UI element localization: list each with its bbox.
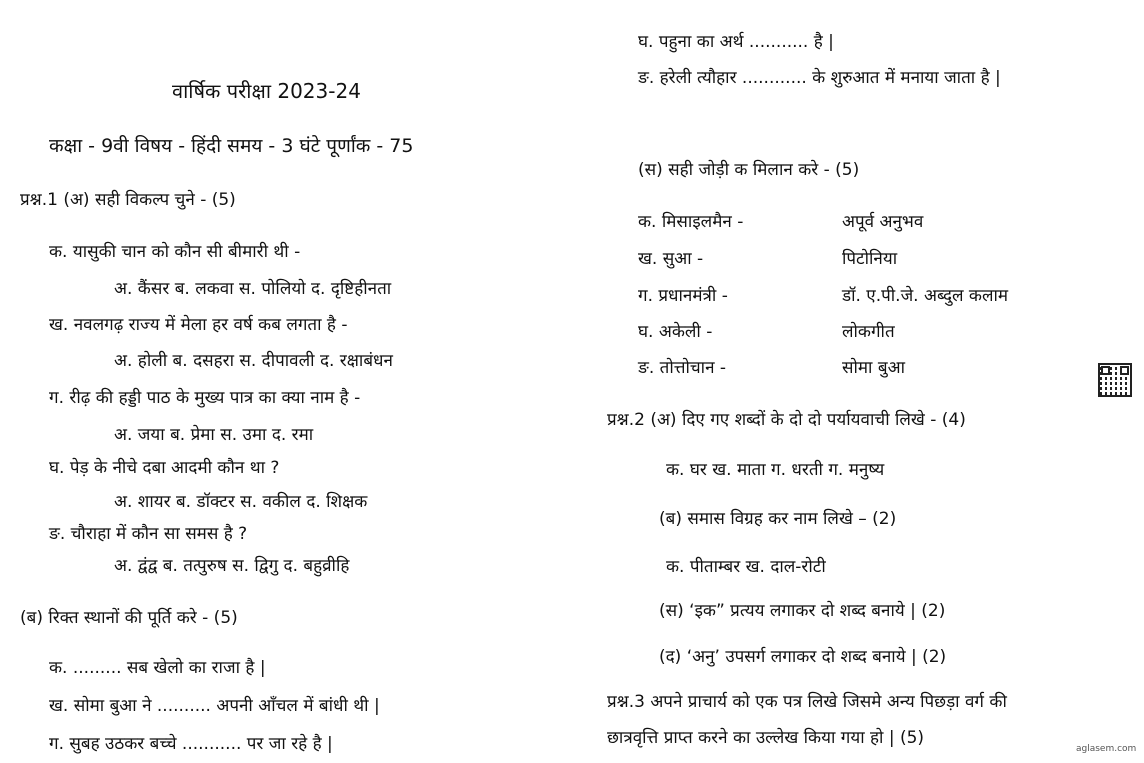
- q2a-heading: प्रश्न.2 (अ) दिए गए शब्दों के दो दो पर्यायवाची लिखे - (4): [607, 410, 966, 430]
- q3-line1: प्रश्न.3 अपने प्राचार्य को एक पत्र लिखे जिसमे अन्य पिछड़ा वर्ग की: [607, 692, 1007, 712]
- q1b-kh: ख. सोमा बुआ ने .......... अपनी आँचल में बांधी थी |: [49, 696, 380, 716]
- q1b-gh: घ. पहुना का अर्थ ........... है |: [638, 32, 834, 52]
- q2c-heading: (स) ‘इक” प्रत्यय लगाकर दो शब्द बनाये | (2): [659, 601, 946, 621]
- match-left-5: ङ. तोत्तोचान -: [638, 358, 727, 378]
- q1c-heading: (स) सही जोड़ी क मिलान करे - (5): [638, 160, 860, 180]
- match-right-3: डॉ. ए.पी.जे. अब्दुल कलाम: [842, 286, 1009, 306]
- qr-code-icon: [1098, 363, 1132, 397]
- q1a-g-options: अ. जया ब. प्रेमा स. उमा द. रमा: [114, 425, 314, 445]
- exam-subtitle: कक्षा - 9वी विषय - हिंदी समय - 3 घंटे पूर्णांक - 75: [49, 135, 414, 157]
- match-left-3: ग. प्रधानमंत्री -: [638, 286, 728, 306]
- q1a-kh-options: अ. होली ब. दसहरा स. दीपावली द. रक्षाबंधन: [114, 351, 393, 371]
- q2b-heading: (ब) समास विग्रह कर नाम लिखे – (2): [659, 509, 897, 529]
- q1a-n: ङ. चौराहा में कौन सा समस है ?: [49, 524, 248, 544]
- q1b-g: ग. सुबह उठकर बच्चे ........... पर जा रहे है |: [49, 734, 333, 754]
- q1b-k: क. ......... सब खेलो का राजा है |: [49, 658, 266, 678]
- q1b-heading: (ब) रिक्त स्थानों की पूर्ति करे - (5): [20, 608, 238, 628]
- q1a-g: ग. रीढ़ की हड्डी पाठ के मुख्य पात्र का क्या नाम है -: [49, 388, 361, 408]
- exam-title: वार्षिक परीक्षा 2023-24: [172, 79, 361, 103]
- q1a-heading: प्रश्न.1 (अ) सही विकल्प चुने - (5): [20, 190, 236, 210]
- q1a-n-options: अ. द्वंद्व ब. तत्पुरुष स. द्विगु द. बहुव्रीहि: [114, 556, 350, 576]
- q2a-words: क. घर ख. माता ग. धरती ग. मनुष्य: [666, 460, 885, 480]
- q1a-k: क. यासुकी चान को कौन सी बीमारी थी -: [49, 242, 301, 262]
- q1b-n: ङ. हरेली त्यौहार ............ के शुरुआत में मनाया जाता है |: [638, 68, 1001, 88]
- q1a-gh: घ. पेड़ के नीचे दबा आदमी कौन था ?: [49, 458, 280, 478]
- match-left-2: ख. सुआ -: [638, 249, 704, 269]
- q2d-heading: (द) ‘अनु’ उपसर्ग लगाकर दो शब्द बनाये | (2): [659, 647, 947, 667]
- match-left-4: घ. अकेली -: [638, 322, 713, 342]
- q3-line2: छात्रवृत्ति प्राप्त करने का उल्लेख किया गया हो | (5): [607, 728, 925, 748]
- q2b-words: क. पीताम्बर ख. दाल-रोटी: [666, 557, 826, 577]
- match-right-4: लोकगीत: [842, 322, 895, 342]
- q1a-gh-options: अ. शायर ब. डॉक्टर स. वकील द. शिक्षक: [114, 492, 368, 512]
- match-right-2: पिटोनिया: [842, 249, 898, 269]
- match-right-5: सोमा बुआ: [842, 358, 905, 378]
- q1a-k-options: अ. कैंसर ब. लकवा स. पोलियो द. दृष्टिहीनता: [114, 279, 392, 299]
- match-left-1: क. मिसाइलमैन -: [638, 212, 744, 232]
- q1a-kh: ख. नवलगढ़ राज्य में मेला हर वर्ष कब लगता है -: [49, 315, 348, 335]
- match-right-1: अपूर्व अनुभव: [842, 212, 924, 232]
- watermark: aglasem.com: [1076, 744, 1137, 754]
